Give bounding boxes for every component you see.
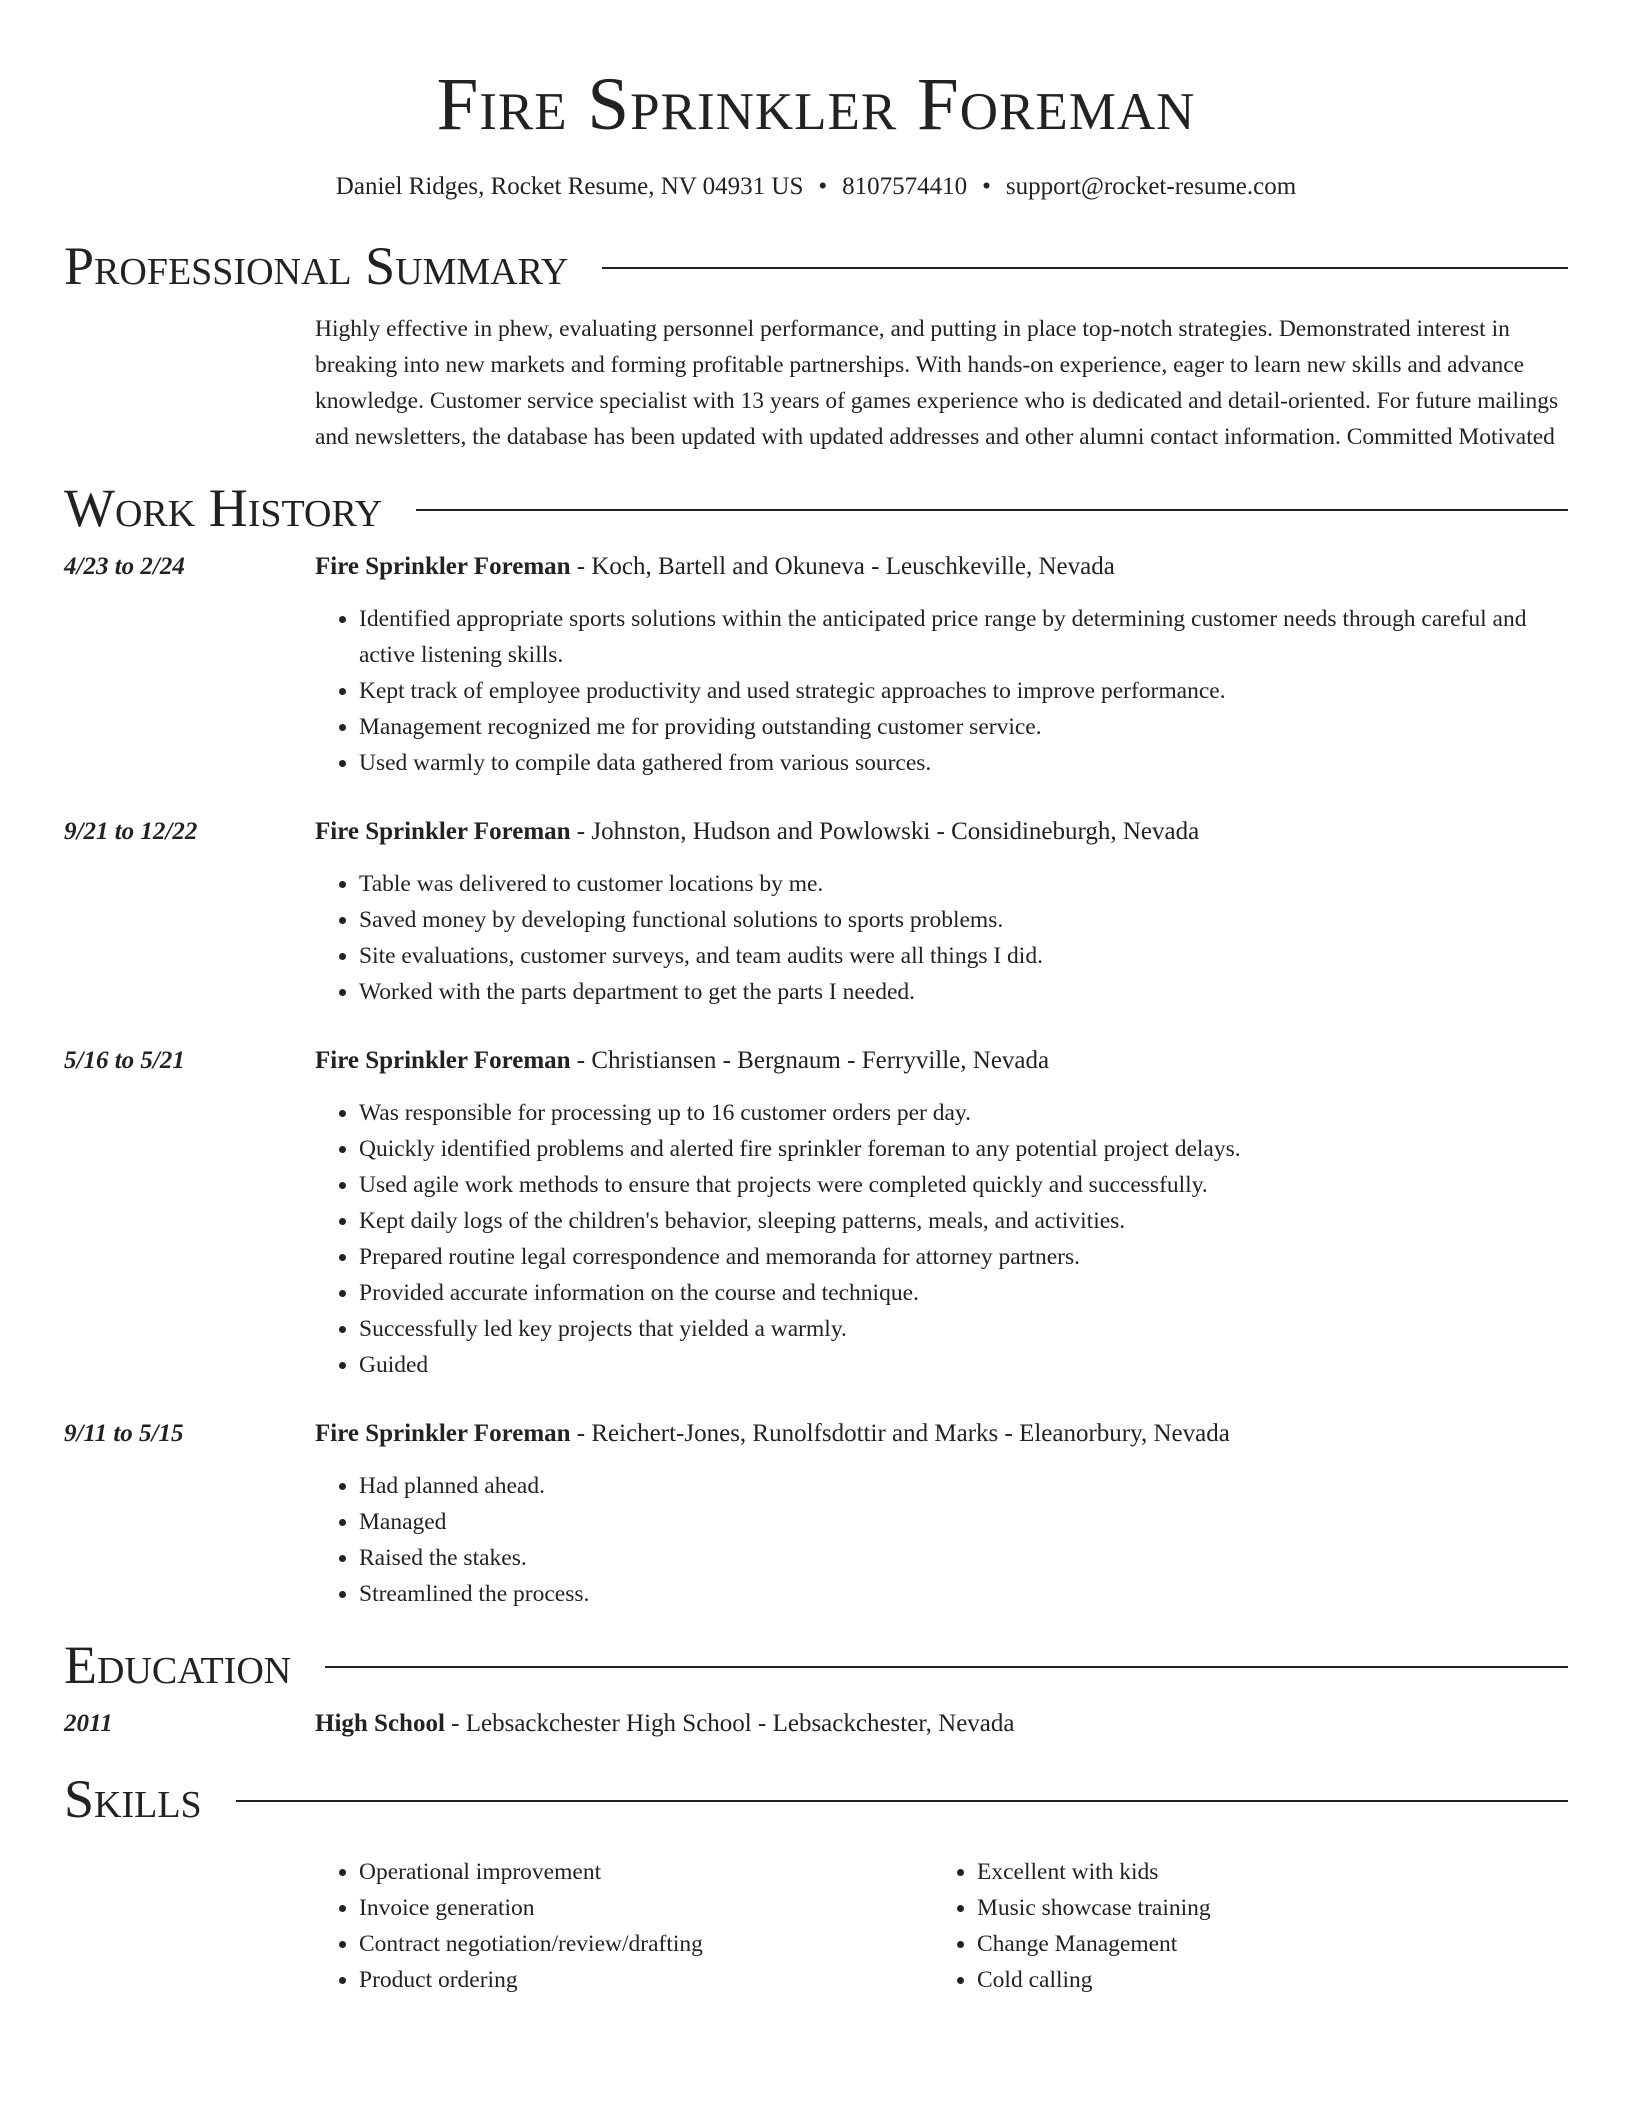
job-bullet: • Used agile work methods to ensure that projects were completed quickly and successfully. — [359, 1167, 1568, 1203]
section-divider — [416, 509, 1568, 511]
job-bullet: • Kept track of employee productivity and used strategic approaches to improve performance. — [359, 673, 1568, 709]
work-section-heading — [64, 471, 1568, 545]
job-entry — [64, 814, 1568, 1010]
section-divider — [602, 267, 1568, 269]
skill-item: • Contract negotiation/review/drafting — [359, 1926, 933, 1962]
contact-address: Daniel Ridges, Rocket Resume, NV 04931 US — [335, 173, 804, 200]
resume-name: Fire Sprinkler Foreman — [436, 63, 1196, 146]
job-details: - Christiansen - Bergnaum - Ferryville, Nevada — [570, 1047, 1050, 1074]
job-details: - Johnston, Hudson and Powlowski - Considineburgh, Nevada — [570, 818, 1200, 845]
skill-item: • Invoice generation — [359, 1890, 933, 1926]
job-bullets — [64, 601, 1568, 781]
job-bullet: • Was responsible for processing up to 16 customer orders per day. — [359, 1095, 1568, 1131]
contact-separator: • — [818, 173, 828, 200]
job-dates: 9/21 to 12/22 — [64, 818, 198, 845]
contact-line — [64, 170, 1568, 204]
job-entry — [64, 549, 1568, 781]
job-title: Fire Sprinkler Foreman — [315, 1047, 571, 1074]
job-bullets — [64, 1468, 1568, 1612]
job-bullet: • Used warmly to compile data gathered from various sources. — [359, 745, 1568, 781]
job-bullets — [64, 866, 1568, 1010]
job-bullet: • Guided — [359, 1347, 1568, 1383]
job-dates: 4/23 to 2/24 — [64, 553, 185, 580]
job-bullet: • Raised the stakes. — [359, 1540, 1568, 1576]
education-entry — [64, 1706, 1568, 1742]
job-title: Fire Sprinkler Foreman — [315, 1420, 571, 1447]
resume-page — [64, 0, 1568, 1998]
summary-text: Highly effective in phew, evaluating personnel performance, and putting in place top-notch strategies. Demonstrated interest in breaking into new markets and forming profitable partnerships. With hands-on experience, eager to learn new skills and advance knowledge. Customer service specialist with 13 years of games experience who is dedicated and detail-oriented. For future mailings and newsletters, the database has been updated with updated addresses and other alumni contact information. Committed Motivated — [315, 316, 1559, 450]
job-header — [64, 814, 1568, 850]
summary-heading: Professional Summary — [64, 236, 569, 296]
job-bullet: • Quickly identified problems and alerted fire sprinkler foreman to any potential project delays. — [359, 1131, 1568, 1167]
work-heading: Work History — [64, 478, 383, 538]
job-header — [64, 1416, 1568, 1452]
education-details: - Lebsackchester High School - Lebsackchester, Nevada — [444, 1710, 1015, 1737]
job-bullet: • Had planned ahead. — [359, 1468, 1568, 1504]
skill-item: • Excellent with kids — [977, 1854, 1551, 1890]
job-bullet: • Streamlined the process. — [359, 1576, 1568, 1612]
job-bullet: • Site evaluations, customer surveys, and team audits were all things I did. — [359, 938, 1568, 974]
job-header — [64, 1043, 1568, 1079]
contact-separator: • — [982, 173, 991, 200]
skill-item: • Operational improvement — [359, 1854, 933, 1890]
contact-phone: 8107574410 — [842, 173, 968, 200]
education-date: 2011 — [64, 1710, 113, 1737]
job-bullets — [64, 1095, 1568, 1383]
education-heading: Education — [64, 1635, 292, 1695]
job-bullet: • Management recognized me for providing outstanding customer service. — [359, 709, 1568, 745]
job-bullet: • Managed — [359, 1504, 1568, 1540]
skills-heading: Skills — [64, 1769, 202, 1829]
job-bullet: • Identified appropriate sports solutions within the anticipated price range by determining customer needs through careful and active listening skills. — [359, 601, 1568, 673]
skill-item: • Cold calling — [977, 1962, 1551, 1998]
job-bullet: • Saved money by developing functional solutions to sports problems. — [359, 902, 1568, 938]
job-dates: 5/16 to 5/21 — [64, 1047, 185, 1074]
job-bullet: • Provided accurate information on the course and technique. — [359, 1275, 1568, 1311]
contact-email: support@rocket-resume.com — [1005, 173, 1297, 200]
skills-column-right — [933, 1854, 1551, 1998]
skill-item: • Music showcase training — [977, 1890, 1551, 1926]
section-divider — [236, 1800, 1568, 1802]
skills-column-left — [315, 1854, 933, 1998]
job-entry — [64, 1043, 1568, 1383]
job-title: Fire Sprinkler Foreman — [315, 553, 571, 580]
job-details: - Reichert-Jones, Runolfsdottir and Marks - Eleanorbury, Nevada — [570, 1420, 1230, 1447]
skill-item: • Change Management — [977, 1926, 1551, 1962]
summary-section-heading — [64, 229, 1568, 303]
job-bullet: • Worked with the parts department to get the parts I needed. — [359, 974, 1568, 1010]
skills-section-heading — [64, 1762, 1568, 1836]
education-section-heading — [64, 1628, 1568, 1702]
job-entry — [64, 1416, 1568, 1612]
job-dates: 9/11 to 5/15 — [64, 1420, 184, 1447]
section-divider — [325, 1666, 1568, 1668]
job-header — [64, 549, 1568, 585]
skill-item: • Product ordering — [359, 1962, 933, 1998]
job-bullet: • Successfully led key projects that yielded a warmly. — [359, 1311, 1568, 1347]
job-details: - Koch, Bartell and Okuneva - Leuschkeville, Nevada — [570, 553, 1115, 580]
job-title: Fire Sprinkler Foreman — [315, 818, 571, 845]
job-bullet: • Prepared routine legal correspondence and memoranda for attorney partners. — [359, 1239, 1568, 1275]
education-degree: High School — [315, 1710, 445, 1737]
skills-list — [315, 1854, 1568, 1998]
job-bullet: • Kept daily logs of the children's behavior, sleeping patterns, meals, and activities. — [359, 1203, 1568, 1239]
job-bullet: • Table was delivered to customer locations by me. — [359, 866, 1568, 902]
